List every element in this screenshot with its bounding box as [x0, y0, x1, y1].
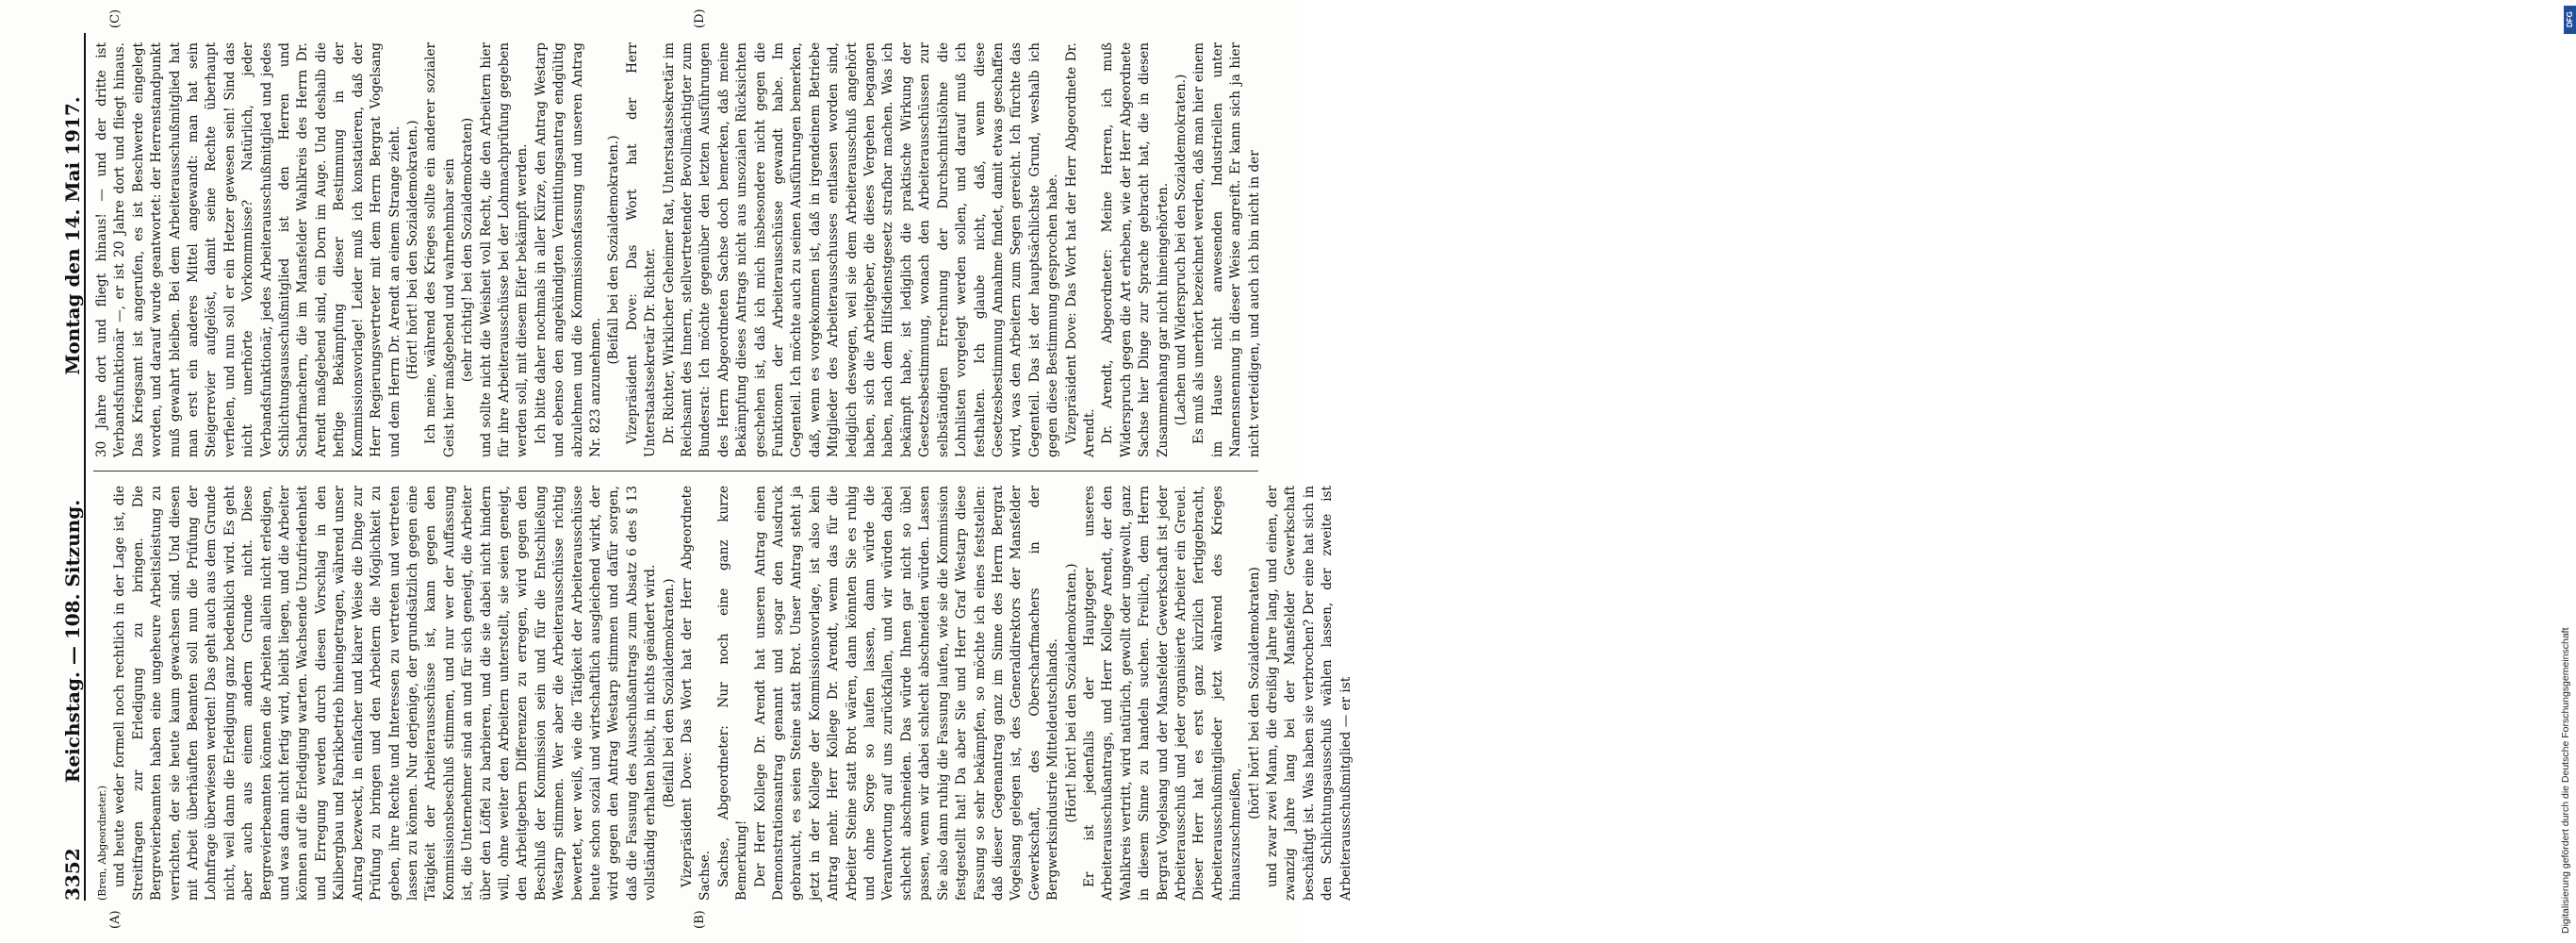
margin-mark-a: (A) [108, 910, 123, 929]
rotated-page [52, 8, 1354, 929]
header-left-title: Reichstag. — 108. Sitzung. [61, 499, 84, 784]
interjection: (hört! hört! bei den Sozialdemokraten) [1246, 567, 1262, 819]
paragraph: Sachse, Abgeordneter: Nur noch eine ganz kurze Bemerkung! [715, 486, 750, 901]
paragraph: Ich bitte daher nochmals in aller Kürze, den Antrag Westarp und ebenso den angekündigten Vermittlungsantrag endgültig abzulehnen und die Kommissionsfassung und unseren Antrag Nr. 823 anzunehmen. [533, 42, 603, 457]
margin-mark-d: (D) [693, 8, 707, 28]
paragraph: 30 Jahre dort und fliegt hinaus! — und der dritte ist Verbandsfunktionär —, er ist 20 Jahre dort und fliegt hinaus. Das Kriegsamt ist angerufen, es ist Beschwerde eingelegt worden, und darauf wurde geantwortet: der Herrenstandpunkt muß gewahrt bleiben. Bei dem Arbeiterausschußmitglied hat man erst ein anderes Mittel angewandt: man hat sein Steigerrevier aufgelöst, damit seine Rechte überhaupt verfielen, und nun soll er ein Hetzer gewesen sein! Sind das nicht unerhörte Vorkommnisse? Natürlich, jeder Verbandsfunktionär, jedes Arbeiterausschußmitglied und jedes Schlichtungsausschußmitglied ist den Herren und Scharfmachern, die im Mansfelder Wahlkreis des Herrn Dr. Arendt maßgebend sind, ein Dorn im Auge. Und deshalb die heftige Bekämpfung dieser Bestimmung in der Kommissionsvorlage! Leider muß ich konstatieren, daß der Herr Regierungsvertreter mit dem Herrn Bergrat Vogelsang und dem Herrn Dr. Arendt an einem Strange zieht. [94, 42, 402, 457]
interjection: (sehr richtig! bei den Sozialdemokraten) [460, 117, 476, 383]
interjection: (Hört! hört! bei den Sozialdemokraten.) [404, 120, 420, 380]
paragraph: und sollte nicht die Weisheit voll Recht, die den Arbeitern hier für ihre Arbeiterausschüsse bei der Lohnnachprüfung gegeben werden soll, mit diesem Eifer bekämpft werden. [478, 42, 531, 457]
paragraph: Vizepräsident Dove: Das Wort hat der Herr Abgeordnete Sachse. [680, 486, 714, 901]
speaker-intro: (Bren, Abgeordneter.) [96, 785, 108, 901]
dfg-logo: DFG [2564, 6, 2576, 34]
paragraph: Er ist jedenfalls der Hauptgeger unseres Arbeiterausschußantrags, und Herr Kollege Arendt, der den Wahlkreis vertritt, wird natürlich, gewollt oder ungewollt, ganz in diesem Sinne zu handeln suchen. Freilich, dem Herrn Bergrat Vogelsang und der Mansfelder Gewerkschaft ist jeder Arbeiterausschuß und jeder organisierte Arbeiter ein Greuel. Dieser Herr hat es erst ganz kürzlich fertiggebracht, Arbeiterausschußmitglieder jetzt während des Krieges hinauszuschmeißen, [1081, 486, 1244, 901]
paragraph: Der Herr Kollege Dr. Arendt hat unseren Antrag einen Demonstrationsantrag genannt und sogar den Ausdruck gebraucht, es seien Steine statt Brot. Unser Antrag steht ja jetzt in der Kollege der Kommissionsvorlage, ist also kein Antrag mehr. Herr Kollege Dr. Arendt, wenn das für die Arbeiter Steine statt Brot wären, dann könnten Sie es ruhig und ohne Sorge so laufen lassen, dann würde die Verantwortung auf uns zurückfallen, und wir würden dabei schlecht abschneiden. Das würde Ihnen gar nicht so übel passen, wenn wir dabei schlecht abschneiden würden. Lassen Sie also dann ruhig die Fassung laufen, wie sie die Kommission festgestellt hat! Da aber Sie und Herr Graf Westarp diese Fassung so sehr bekämpfen, so möchte ich eines feststellen: daß dieser Gegenantrag ganz im Sinne des Herrn Bergrat Vogelsang gelegen ist, des Generaldirektors der Mansfelder Gewerkschaft, des Oberscharfmachers in der Bergwerksindustrie Mitteldeutschlands. [752, 486, 1061, 901]
paragraph: Es muß als unerhört bezeichnet werden, daß man hier einem im Hause nicht anwesenden Industriellen unter Namensnennung in dieser Weise angreift. Er kann sich ja hier nicht verteidigen, und auch ich bin nicht in der [1191, 42, 1262, 457]
margin-mark-b: (B) [693, 910, 707, 929]
paragraph: Ich meine, während des Krieges sollte ein anderer sozialer Geist hier maßgebend und wahrnehmbar sein [423, 42, 457, 457]
paragraph: Dr. Arendt, Abgeordneter: Meine Herren, ich muß Widerspruch gegen die Art erheben, wie der Herr Abgeordnete Sachse hier Dinge zur Sprache gebracht hat, die in diesen Zusammenhang gar nicht hineingehörten. [1100, 42, 1171, 457]
paragraph: Dr. Richter, Wirklicher Geheimer Rat, Unterstaatssekretär im Reichsamt des Innern, stellvertretender Bevollmächtigter zum Bundesrat: Ich möchte gegenüber den letzten Ausführungen des Herrn Abgeordneten Sachse doch bemerken, daß meine Bekämpfung dieses Antrags nicht aus unsozialen Rücksichten geschehen ist, daß ich mich insbesondere nicht gegen die Funktionen der Arbeiterausschüsse gewandt habe. Im Gegenteil. Ich möchte auch zu seinen Ausführungen bemerken, daß, wenn es vorgekommen ist, daß in irgendeinem Betriebe Mitglieder des Arbeiterausschusses entlassen worden sind, lediglich deswegen, weil sie dem Arbeiterausschuß angehört haben, sich die Arbeitgeber, die dieses Vergehen begangen haben, nach dem Hilfsdienstgesetz strafbar machen. Was ich bekämpft habe, ist lediglich die praktische Wirkung der Gesetzesbestimmung, wonach den Arbeiterausschüssen zur selbständigen Errechnung der Durchschnittslöhne die Lohnlisten vorgelegt werden sollen, und darauf muß ich festhalten. Ich glaube nicht, daß, wenn diese Gesetzesbestimmung Annahme findet, damit etwas geschaffen wird, was den Arbeitern zum Segen gereicht. Ich fürchte das Gegenteil. Das ist der hauptsächlichste Grund, weshalb ich gegen diese Bestimmung gesprochen habe. [661, 42, 1061, 457]
interjection: (Lachen und Widerspruch bei den Sozialdemokraten.) [1173, 74, 1189, 426]
paragraph: Vizepräsident Dove: Das Wort hat der Herr Abgeordnete Dr. Arendt. [1063, 42, 1097, 457]
interjection: (Hört! hört! bei den Sozialdemokraten.) [1063, 563, 1079, 823]
page-number: 3352 [61, 848, 84, 901]
paragraph: und heute weder formell noch rechtlich in der Lage ist, die Streitfragen zur Erledigung zu bringen. Die Bergrevierbeamten haben eine ungeheure Arbeitsleistung zu verrichten, der sie heute kaum gewachsen sind. Und diesen mit Arbeit überhäuften Beamten soll nun die Prüfung der Lohnfrage überwiesen werden! Das geht auch aus dem Grunde nicht, weil dann die Erledigung ganz bedenklich wird. Es geht aber auch aus einem andern Grunde nicht. Diese Bergrevierbeamten können die Arbeiten allein nicht erledigen, und was dann nicht fertig wird, bleibt liegen, und die Arbeiter können auf die Erledigung warten. Wachsende Unzufriedenheit und Erregung werden durch diesen Vorschlag in den Kalibergbau und Fabrikbetrieb hineingetragen, während unser Antrag bezweckt, in einfacher und klarer Weise die Dinge zur Prüfung zu bringen und den Arbeitern die Möglichkeit zu geben, ihre Rechte und Interessen zu vertreten und vertreten lassen zu können. Nur derjenige, der grundsätzlich gegen eine Tätigkeit der Arbeiterausschüsse ist, kann gegen den Kommissionsbeschluß stimmen, und nur wer der Auffassung ist, die Unternehmer sind an und für sich geneigt, die Arbeiter über den Löffel zu barbieren, und die sie dabei nicht hindern will, ohne weiter den Arbeitern unterstellt, sie seien geneigt, den Arbeitgebern Differenzen zu erregen, wird gegen den Beschluß der Kommission sein und für die Entschließung Westarp stimmen. Wer aber die Arbeiterausschüsse richtig bewertet, wer weiß, wie die Tätigkeit der Arbeiterausschüsse heute schon sozial und wirtschaftlich ausgleichend wirkt, der wird gegen den Antrag Westarp stimmen und dafür sorgen, daß die Fassung des Ausschußantrags zum Absatz 6 des § 13 vollständig erhalten bleibt, in nichts geändert wird. [112, 486, 659, 901]
interjection: (Beifall bei den Sozialdemokraten.) [661, 578, 677, 808]
digitization-credit: Digitalisierung gefördert durch die Deutsche Forschungsgemeinschaft [2560, 627, 2571, 934]
margin-mark-c: (C) [108, 8, 123, 28]
column-divider [93, 471, 1258, 472]
page-header [52, 33, 86, 901]
paragraph: und zwar zwei Mann, die dreißig Jahre lang, und einen, der zwanzig Jahre lang bei der Mansfelder Gewerkschaft beschäftigt ist. Was haben sie verbrochen? Der eine hat sich in den Schlichtungsausschuß wählen lassen, der zweite ist Arbeiterausschußmitglied — er ist [1265, 486, 1354, 901]
paragraph: Vizepräsident Dove: Das Wort hat der Herr Unterstaatssekretär Dr. Richter. [624, 42, 659, 457]
text-column-left [93, 486, 1354, 901]
header-right-title: Montag den 14. Mai 1917. [61, 96, 84, 375]
text-column-right [93, 42, 1262, 457]
interjection: (Beifall bei den Sozialdemokraten.) [606, 135, 622, 365]
